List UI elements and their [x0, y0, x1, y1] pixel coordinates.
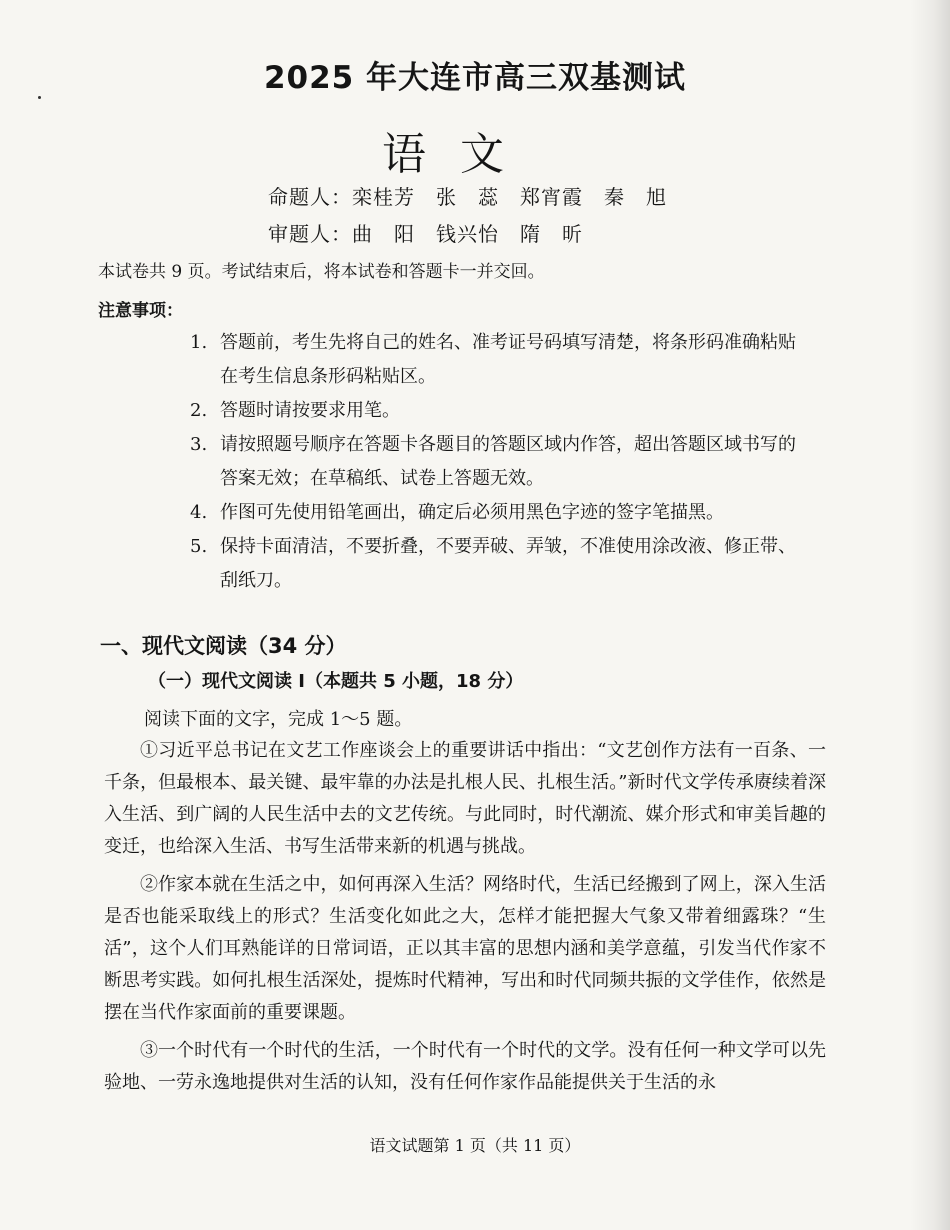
notice-list	[190, 326, 810, 598]
notice-item-number: 1.	[190, 332, 208, 353]
notice-item-text: 作图可先使用铅笔画出，确定后必须用黑色字迹的签字笔描黑。	[220, 502, 724, 523]
passage-paragraph: ③一个时代有一个时代的生活，一个时代有一个时代的文学。没有任何一种文学可以先验地、一劳永逸地提供对生活的认知，没有任何作家作品能提供关于生活的永	[104, 1040, 826, 1093]
notice-item	[190, 496, 810, 530]
page-footer: 语文试题第 1 页（共 11 页）	[369, 1136, 581, 1155]
question-reviewers: 审题人：曲 阳 钱兴怡 隋 昕	[268, 222, 583, 246]
passage-paragraph: ②作家本就在生活之中，如何再深入生活？网络时代，生活已经搬到了网上，深入生活是否也能采取线上的形式？生活变化如此之大，怎样才能把握大气象又带着细露珠？“生活”，这个人们耳熟能详的日常词语，正以其丰富的思想内涵和美学意蕴，引发当代作家不断思考实践。如何扎根生活深处，提炼时代精神，写出和时代同频共振的文学佳作，依然是摆在当代作家面前的重要课题。	[104, 874, 826, 1023]
exam-intro: 本试卷共 9 页。考试结束后，将本试卷和答题卡一并交回。	[98, 262, 545, 282]
notice-item-number: 3.	[190, 434, 208, 455]
subject-title: 语文	[382, 129, 538, 180]
page-edge-shadow	[910, 0, 950, 1230]
notice-item-number: 2.	[190, 400, 208, 421]
notice-item-number: 5.	[190, 536, 208, 557]
question-authors: 命题人：栾桂芳 张 蕊 郑宵霞 秦 旭	[268, 185, 667, 209]
notice-item	[190, 428, 810, 496]
notice-item-text: 答题前，考生先将自己的姓名、准考证号码填写清楚，将条形码准确粘贴在考生信息条形码粘贴区。	[220, 332, 796, 387]
reading-passage	[104, 735, 826, 1105]
notice-item	[190, 394, 810, 428]
notice-item	[190, 530, 810, 598]
notice-item-text: 请按照题号顺序在答题卡各题目的答题区域内作答，超出答题区域书写的答案无效；在草稿纸、试卷上答题无效。	[220, 434, 796, 489]
notice-item	[190, 326, 810, 394]
notice-item-number: 4.	[190, 502, 208, 523]
reading-instruction: 阅读下面的文字，完成 1～5 题。	[144, 709, 413, 730]
exam-title: 2025 年大连市高三双基测试	[263, 60, 687, 96]
notice-item-text: 保持卡面清洁，不要折叠，不要弄破、弄皱，不准使用涂改液、修正带、刮纸刀。	[220, 536, 796, 591]
notice-item-text: 答题时请按要求用笔。	[220, 400, 400, 421]
section-heading: 一、现代文阅读（34 分）	[100, 634, 347, 658]
subsection-heading: （一）现代文阅读 I（本题共 5 小题，18 分）	[148, 671, 524, 692]
notice-heading: 注意事项：	[98, 301, 183, 321]
passage-paragraph: ①习近平总书记在文艺工作座谈会上的重要讲话中指出：“文艺创作方法有一百条、一千条，但最根本、最关键、最牢靠的办法是扎根人民、扎根生活。”新时代文学传承赓续着深入生活、到广阔的人民生活中去的文艺传统。与此同时，时代潮流、媒介形式和审美旨趣的变迁，也给深入生活、书写生活带来新的机遇与挑战。	[104, 740, 826, 857]
